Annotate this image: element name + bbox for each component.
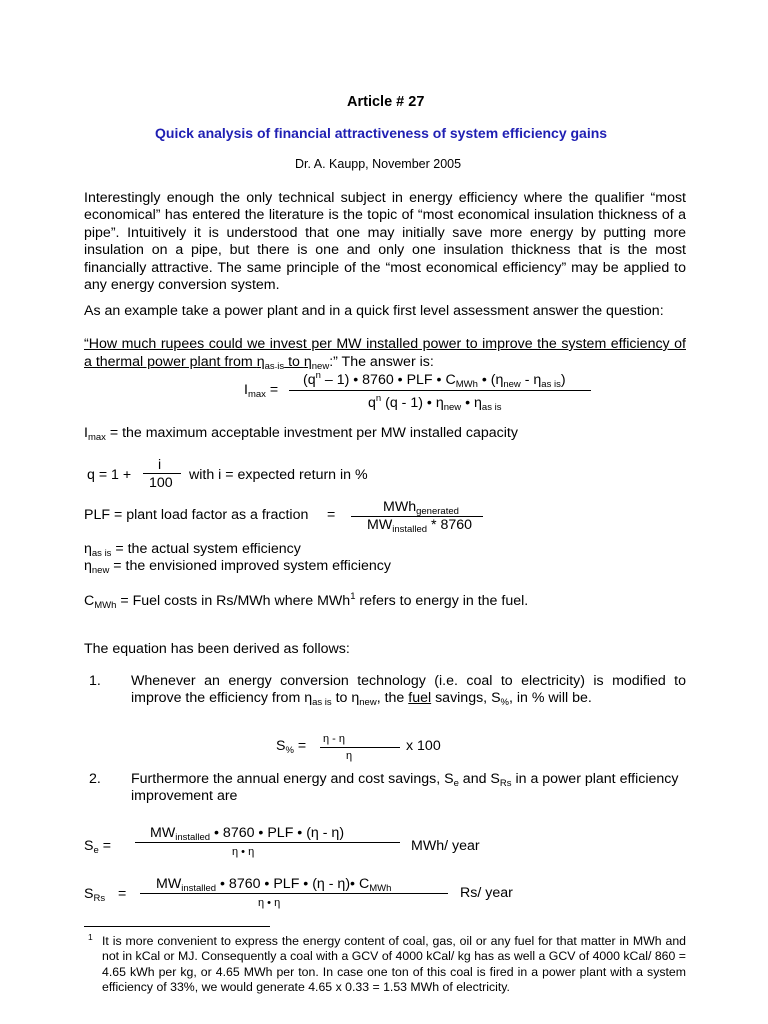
intro-line: insulation on a pipe, but there is one and only one insulation thickness that is the most [84,242,686,259]
spct-tail: x 100 [406,738,441,754]
spct-fraction-bar [320,747,400,748]
q-fraction-num: i [158,457,162,473]
spct-denominator: η [346,750,353,762]
q-fraction-bar [143,473,181,474]
se-numerator: $MW_{installed}$ • 8760 • PLF • (η - η) [150,825,345,843]
srs-unit: Rs/ year [460,885,513,901]
cmwh-definition: $C_{MWh}$ = Fuel costs in Rs/MWh where MWh$^1$ refers to energy in the fuel. [84,591,529,611]
article-number: Article # 27 [347,94,425,110]
spct-numerator: η - η [323,733,346,745]
question-line-2: a thermal power plant from $\eta_{as is}$ to $\eta_{new}$:” The answer is: [84,354,434,372]
footnote-mark: 1 [88,932,93,942]
plf-definition: PLF = plant load factor as a fraction [84,507,309,523]
plf-numerator: MWh$_{generated}$ [383,499,459,517]
q-definition-tail: with i = expected return in % [189,467,368,483]
footnote-separator [84,926,270,927]
eta-asis-definition: $\eta_{as is}$ = the actual system efficiency [84,541,301,559]
footnote-text: It is more convenient to express the energy content of coal, gas, oil or any fuel for that matter in MWh and not in kCal or MJ. Consequently a coal with a GCV of 4000 kCal/ kg has as well a GCV of 4000 kCal/ 860 = 4.65 kWh per kg, or 4.65 MWh per ton. In case one ton of this coal is fired in a power plant with a system efficiency of 33%, we would generate 4.65 x 0.33 = 1.53 MWh of electricity. [102,934,686,994]
step-1-number: 1. [89,673,101,689]
derivation-intro: The equation has been derived as follows: [84,641,350,657]
intro-paragraph [84,191,686,295]
intro-line: any energy conversion system. [84,276,280,293]
se-denominator: η • η [232,846,255,858]
footnote-reference: 1 [350,591,356,602]
example-text: As an example take a power plant and in a quick first level assessment answer the question: [84,303,664,319]
imax-lhs: $I_{max}$ = [244,382,279,400]
srs-numerator: $MW_{installed}$ • 8760 • PLF • (η - η)• $C_{MWh}$ [156,876,392,894]
imax-numerator: $(q^n - 1)$ • 8760 • PLF • $C_{MWh}$ • $(\eta_{new} - \eta_{as is})$ [303,370,566,390]
step-2-line-2: improvement are [131,788,238,804]
se-lhs: $S_e$ = [84,838,111,856]
intro-line: pipe”. Intuitively it is understood that one may initially save more energy by putting more [84,224,686,241]
intro-line: economical” has entered the literature is the topic of “most economical insulation thickness of a [84,207,686,224]
spct-lhs: $S_{\%}$ = [276,738,307,756]
srs-denominator: η • η [258,897,281,909]
q-fraction-den: 100 [149,475,173,491]
imax-definition: $I_{max}$ = the maximum acceptable investment per MW installed capacity [84,425,518,443]
step-2-line-1: Furthermore the annual energy and cost savings, $S_e$ and $S_{Rs}$ in a power plant efficiency [131,771,679,789]
srs-fraction-bar [140,893,448,894]
intro-line: Interestingly enough the only technical subject in energy efficiency where the qualifier “most [84,190,686,206]
plf-denominator: $MW_{installed} * 8760$ [367,517,473,535]
se-fraction-bar [135,842,400,843]
step-1-line-2: improve the efficiency from $\eta_{as is}$ to $\eta_{new}$, the fuel savings, $S_{\%}$, in % will be. [131,690,592,708]
imax-denominator: $q^n$ (q - 1) • $\eta_{new}$ • $\eta_{as is}$ [368,393,502,413]
intro-line: financially attractive. The same principle of the “most economical efficiency” may be applied to [84,259,686,276]
imax-fraction-bar [289,390,591,391]
srs-lhs: $S_{Rs}$ [84,886,106,904]
srs-equals: = [118,886,127,902]
se-unit: MWh/ year [411,838,480,854]
eta-new-definition: $\eta_{new}$ = the envisioned improved system efficiency [84,558,391,576]
step-2-number: 2. [89,771,101,787]
plf-equals: = [327,507,336,523]
step-1-line-1: Whenever an energy conversion technology (i.e. coal to electricity) is modified to [131,673,686,689]
article-title: Quick analysis of financial attractiveness of system efficiency gains [155,125,608,141]
byline: Dr. A. Kaupp, November 2005 [295,157,462,171]
q-definition-lead: q = 1 + [87,467,132,483]
question-line-1: “How much rupees could we invest per MW installed power to improve the system efficiency of [84,336,686,352]
